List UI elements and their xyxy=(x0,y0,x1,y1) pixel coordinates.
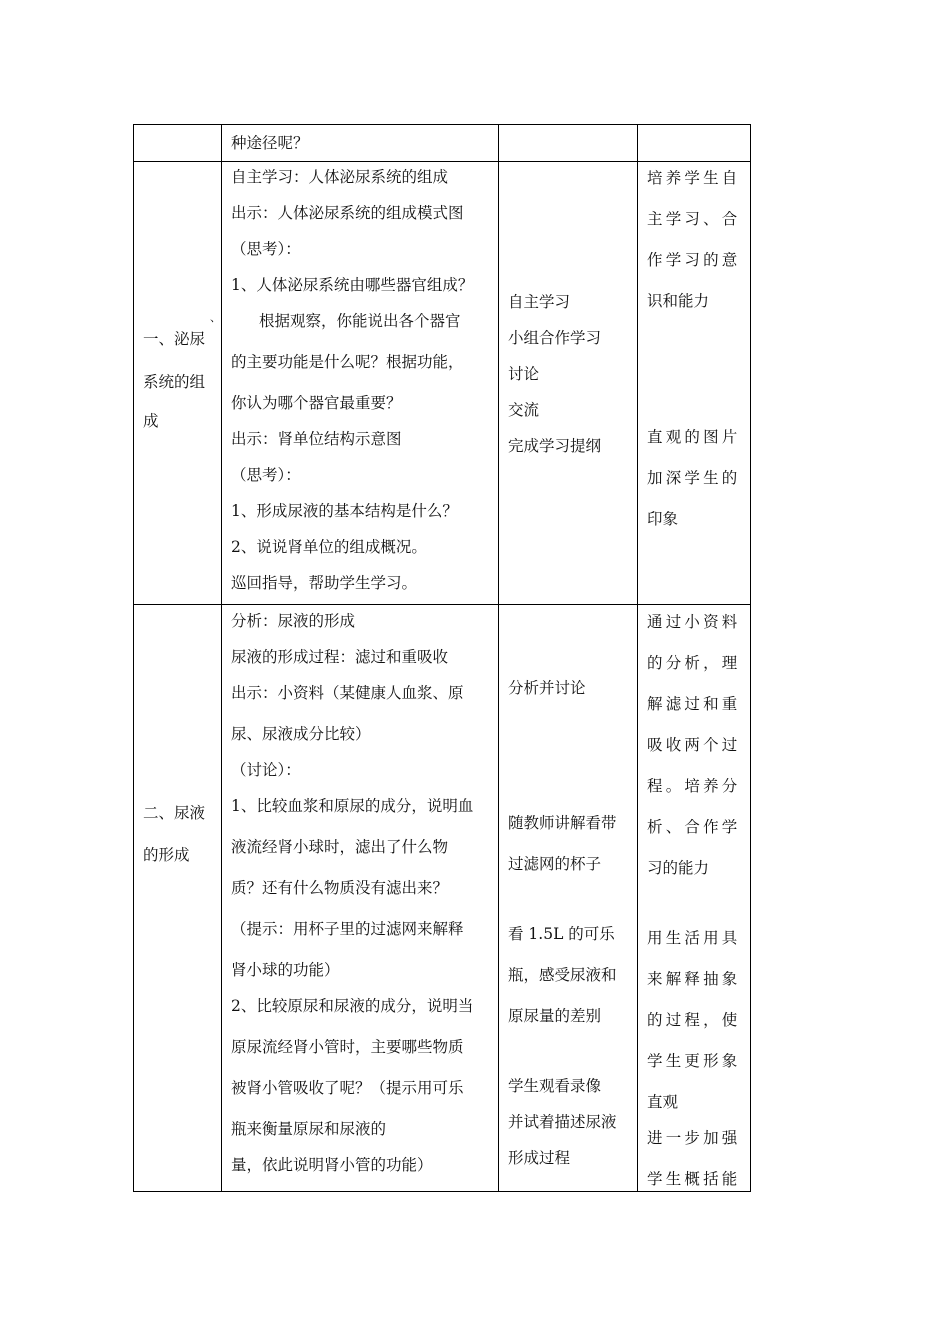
row-divider-1 xyxy=(133,161,751,162)
column-line-left xyxy=(133,124,134,1192)
table-border-top xyxy=(133,124,751,125)
row0-content: 种途径呢？ xyxy=(231,134,309,152)
column-line-3 xyxy=(498,124,499,1192)
column-line-2 xyxy=(221,124,222,1192)
column-line-right xyxy=(750,124,751,1192)
row-divider-2 xyxy=(133,604,751,605)
column-line-4 xyxy=(637,124,638,1192)
table-border-bottom xyxy=(133,1191,751,1192)
